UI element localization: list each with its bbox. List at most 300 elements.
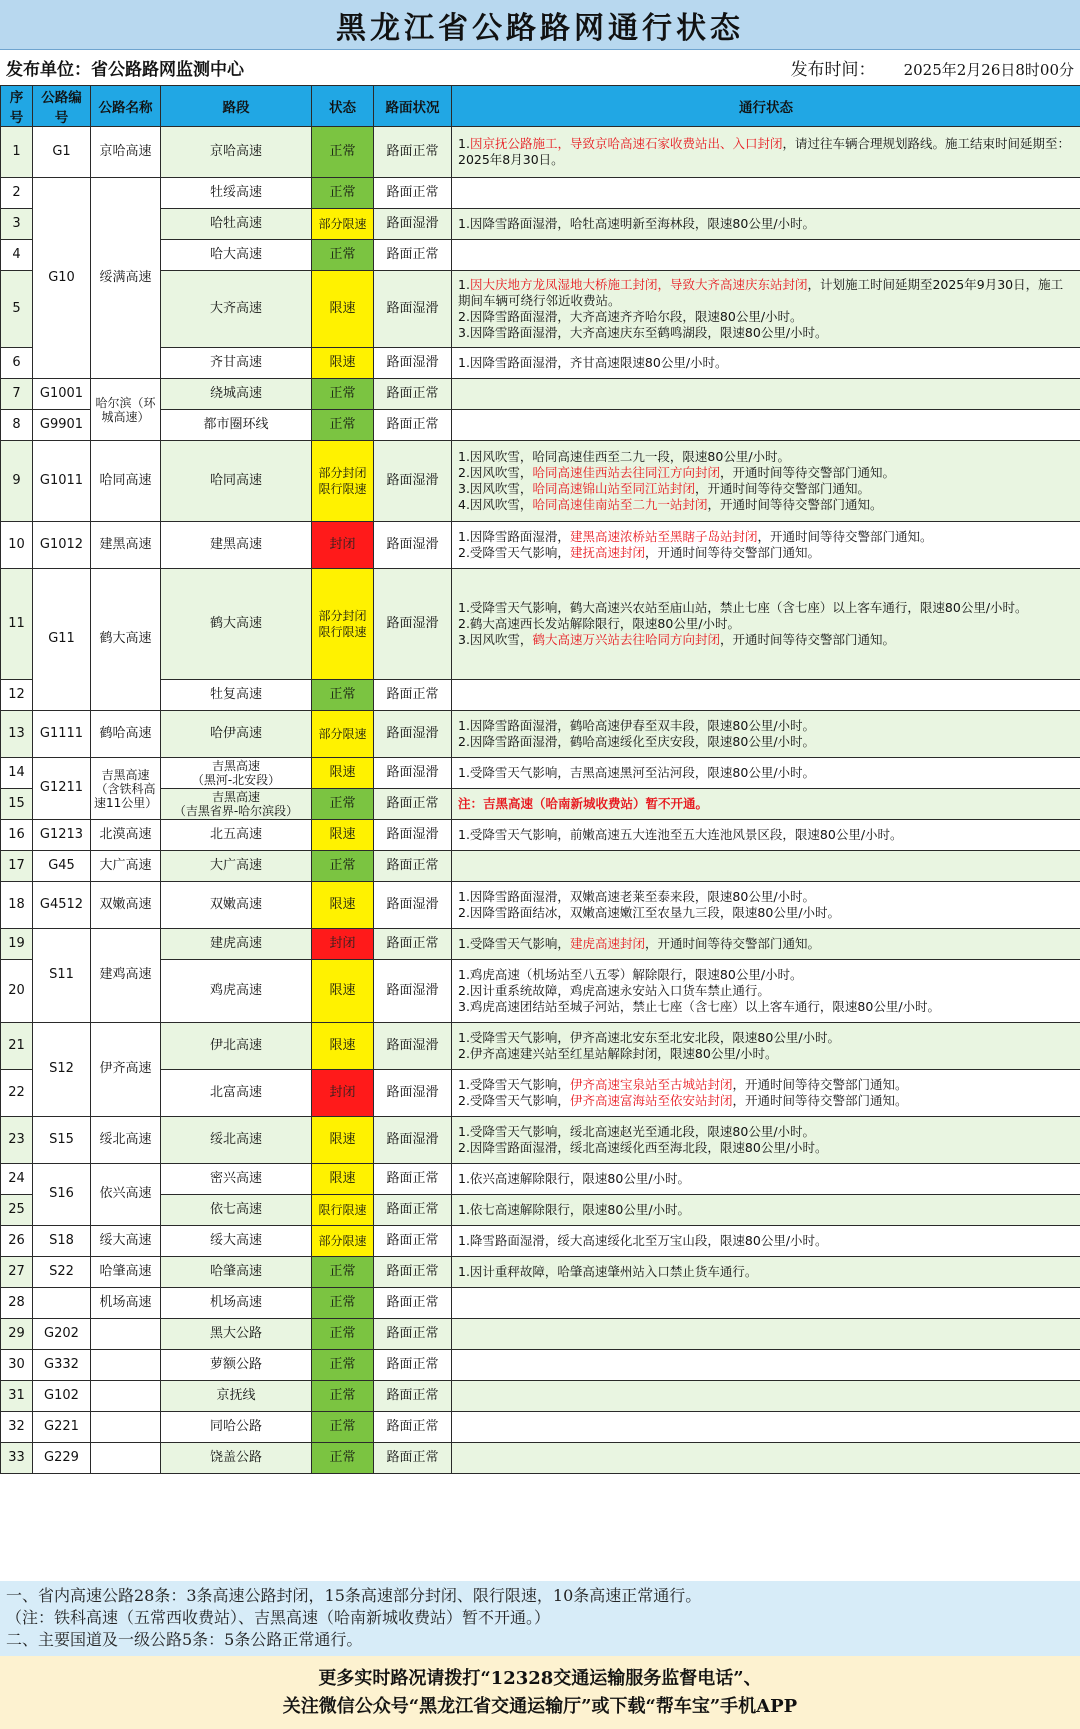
status-badge: 封闭	[312, 522, 374, 569]
road-segment: 哈大高速	[161, 240, 312, 271]
desc-text: 1.降雪路面湿滑，绥大高速绥化北至万宝山段，限速80公里/小时。	[458, 1233, 828, 1248]
road-condition: 路面正常	[374, 240, 452, 271]
road-name: 绥大高速	[91, 1226, 161, 1257]
road-segment: 齐甘高速	[161, 348, 312, 379]
row-seq: 19	[1, 929, 33, 960]
road-code: G11	[33, 569, 91, 711]
road-segment: 京抚线	[161, 1381, 312, 1412]
road-name: 鹤大高速	[91, 569, 161, 711]
highlight-text: 因京抚公路施工，导致京哈高速石家收费站出、入口封闭	[469, 136, 783, 151]
status-badge: 限速	[312, 1023, 374, 1070]
road-name	[91, 1443, 161, 1474]
road-code: S22	[33, 1257, 91, 1288]
road-condition: 路面湿滑	[374, 882, 452, 929]
road-condition: 路面正常	[374, 1226, 452, 1257]
row-seq: 3	[1, 209, 33, 240]
road-code: G229	[33, 1443, 91, 1474]
desc-text: ，开通时间等待交警部门通知。 4.因风吹雪，	[458, 481, 870, 512]
desc-text: 1.依兴高速解除限行，限速80公里/小时。	[458, 1171, 691, 1186]
status-badge: 正常	[312, 680, 374, 711]
publish-bar	[0, 50, 1080, 85]
desc-text: ，开通时间等待交警部门通知。 3.因风吹雪，	[458, 465, 895, 496]
road-segment: 哈肇高速	[161, 1257, 312, 1288]
table-row	[1, 1117, 1080, 1164]
table-row	[1, 851, 1080, 882]
road-name: 双嫩高速	[91, 882, 161, 929]
highlight-text: 伊齐高速宝泉站至古城站封闭	[569, 1077, 733, 1092]
road-code: G221	[33, 1412, 91, 1443]
road-code: S15	[33, 1117, 91, 1164]
road-condition: 路面正常	[374, 1381, 452, 1412]
desc-text: 1.因降雪路面湿滑，齐甘高速限速80公里/小时。	[458, 355, 728, 370]
table-row	[1, 1319, 1080, 1350]
status-badge: 限速	[312, 271, 374, 348]
road-code: G4512	[33, 882, 91, 929]
status-badge: 限速	[312, 758, 374, 789]
status-badge: 部分限速	[312, 209, 374, 240]
desc-text: 1.依七高速解除限行，限速80公里/小时。	[458, 1202, 691, 1217]
status-badge: 正常	[312, 1412, 374, 1443]
traffic-description	[452, 960, 1080, 1023]
desc-text: 1.受降雪天气影响，绥北高速赵光至通北段，限速80公里/小时。 2.因降雪路面湿滑，绥北高速绥化西至海北段，限速80公里/小时。	[458, 1124, 828, 1155]
road-segment: 黑大公路	[161, 1319, 312, 1350]
table-row	[1, 569, 1080, 680]
road-condition: 路面湿滑	[374, 1117, 452, 1164]
row-seq: 9	[1, 441, 33, 522]
traffic-description	[452, 348, 1080, 379]
road-condition: 路面正常	[374, 379, 452, 410]
road-condition: 路面正常	[374, 1288, 452, 1319]
road-name: 北漠高速	[91, 820, 161, 851]
table-row	[1, 1023, 1080, 1070]
footer-line: 关注微信公众号“黑龙江省交通运输厅”或下载“帮车宝”手机APP	[282, 1695, 798, 1717]
road-name: 机场高速	[91, 1288, 161, 1319]
row-seq: 5	[1, 271, 33, 348]
road-segment: 同哈公路	[161, 1412, 312, 1443]
status-badge: 正常	[312, 240, 374, 271]
road-condition: 路面湿滑	[374, 960, 452, 1023]
status-badge: 正常	[312, 410, 374, 441]
row-seq: 12	[1, 680, 33, 711]
traffic-description	[452, 522, 1080, 569]
table-row	[1, 680, 1080, 711]
desc-text: 1.	[458, 277, 470, 292]
status-badge: 限速	[312, 882, 374, 929]
road-name: 京哈高速	[91, 127, 161, 178]
road-name: 哈肇高速	[91, 1257, 161, 1288]
desc-text: 1.受降雪天气影响，吉黑高速黑河至沾河段，限速80公里/小时。	[458, 765, 816, 780]
status-badge: 正常	[312, 127, 374, 178]
road-condition: 路面正常	[374, 1257, 452, 1288]
road-code: G1012	[33, 522, 91, 569]
table-row	[1, 271, 1080, 348]
road-condition: 路面湿滑	[374, 441, 452, 522]
publish-time	[791, 55, 1074, 80]
traffic-description	[452, 820, 1080, 851]
status-badge: 封闭	[312, 1070, 374, 1117]
road-condition: 路面正常	[374, 1319, 452, 1350]
traffic-description	[452, 1443, 1080, 1474]
traffic-description	[452, 851, 1080, 882]
traffic-description	[452, 240, 1080, 271]
desc-text: 1.受降雪天气影响，	[458, 1077, 570, 1092]
road-condition: 路面湿滑	[374, 758, 452, 789]
summary-line: 二、主要国道及一级公路5条：5条公路正常通行。	[6, 1630, 363, 1649]
road-segment: 京哈高速	[161, 127, 312, 178]
road-code: G1	[33, 127, 91, 178]
road-condition: 路面湿滑	[374, 1070, 452, 1117]
road-code: G9901	[33, 410, 91, 441]
road-name	[91, 1412, 161, 1443]
road-name: 绥满高速	[91, 178, 161, 379]
highlight-text: 因大庆地方龙凤湿地大桥施工封闭，导致大齐高速庆东站封闭	[469, 277, 808, 292]
traffic-description	[452, 569, 1080, 680]
header-code: 公路编号	[33, 86, 91, 127]
road-segment: 哈同高速	[161, 441, 312, 522]
road-code: G1001	[33, 379, 91, 410]
road-segment: 建黑高速	[161, 522, 312, 569]
desc-text: 1.受降雪天气影响，伊齐高速北安东至北安北段，限速80公里/小时。 2.伊齐高速建兴站至红星站解除封闭，限速80公里/小时。	[458, 1030, 841, 1061]
traffic-description	[452, 1117, 1080, 1164]
table-row	[1, 410, 1080, 441]
road-name	[91, 1319, 161, 1350]
desc-text: 1.	[458, 136, 470, 151]
road-name	[91, 1381, 161, 1412]
table-row	[1, 240, 1080, 271]
desc-text: ，开通时间等待交警部门通知。	[644, 545, 820, 560]
road-name: 伊齐高速	[91, 1023, 161, 1117]
traffic-description	[452, 1164, 1080, 1195]
traffic-description	[452, 758, 1080, 789]
traffic-description	[452, 680, 1080, 711]
desc-text: 1.因降雪路面湿滑，鹤哈高速伊春至双丰段，限速80公里/小时。 2.因降雪路面湿滑，鹤哈高速绥化至庆安段，限速80公里/小时。	[458, 718, 816, 749]
summary-line: （注：铁科高速（五常西收费站）、吉黑高速（哈南新城收费站）暂不开通。）	[6, 1608, 551, 1627]
table-row	[1, 1070, 1080, 1117]
desc-text: 1.鸡虎高速（机场站至八五零）解除限行，限速80公里/小时。 2.因计重系统故障，鸡虎高速永安站入口货车禁止通行。 3.鸡虎高速团结站至城子河站，禁止七座（含七座）以上客车通行，限速80公里/小时。	[458, 967, 941, 1014]
table-row	[1, 1412, 1080, 1443]
road-segment: 鸡虎高速	[161, 960, 312, 1023]
traffic-description	[452, 711, 1080, 758]
table-row	[1, 820, 1080, 851]
summary-line: 一、省内高速公路28条：3条高速公路封闭，15条高速部分封闭、限行限速，10条高速正常通行。	[6, 1586, 702, 1605]
row-seq: 15	[1, 789, 33, 820]
row-seq: 1	[1, 127, 33, 178]
desc-text: 1.受降雪天气影响，鹤大高速兴农站至庙山站，禁止七座（含七座）以上客车通行，限速80公里/小时。 2.鹤大高速西长发站解除限行，限速80公里/小时。 3.因风吹雪，	[458, 600, 1028, 647]
road-condition: 路面正常	[374, 1164, 452, 1195]
table-row	[1, 960, 1080, 1023]
road-name: 绥北高速	[91, 1117, 161, 1164]
road-name: 建黑高速	[91, 522, 161, 569]
table-row	[1, 1381, 1080, 1412]
status-badge: 正常	[312, 1350, 374, 1381]
road-code: G1111	[33, 711, 91, 758]
desc-text: 1.因风吹雪，哈同高速佳西至二九一段，限速80公里/小时。 2.因风吹雪，	[458, 449, 791, 480]
road-code: G45	[33, 851, 91, 882]
status-badge: 封闭	[312, 929, 374, 960]
desc-text: 1.受降雪天气影响，	[458, 936, 570, 951]
highlight-text: 哈同高速佳西站去往同江方向封闭	[532, 465, 720, 480]
road-name: 鹤哈高速	[91, 711, 161, 758]
road-segment: 绥大高速	[161, 1226, 312, 1257]
desc-text: ，开通时间等待交警部门通知。	[719, 632, 895, 647]
road-condition: 路面正常	[374, 789, 452, 820]
highlight-text: 建虎高速封闭	[569, 936, 645, 951]
row-seq: 8	[1, 410, 33, 441]
row-seq: 23	[1, 1117, 33, 1164]
header-seq: 序号	[1, 86, 33, 127]
status-badge: 正常	[312, 1381, 374, 1412]
status-badge: 限速	[312, 820, 374, 851]
row-seq: 6	[1, 348, 33, 379]
road-code	[33, 1288, 91, 1319]
row-seq: 14	[1, 758, 33, 789]
road-segment: 萝额公路	[161, 1350, 312, 1381]
traffic-description	[452, 127, 1080, 178]
status-badge: 部分封闭 限行限速	[312, 441, 374, 522]
road-condition: 路面正常	[374, 1443, 452, 1474]
road-segment: 鹤大高速	[161, 569, 312, 680]
status-badge: 正常	[312, 1319, 374, 1350]
row-seq: 13	[1, 711, 33, 758]
road-segment: 饶盖公路	[161, 1443, 312, 1474]
traffic-description	[452, 379, 1080, 410]
publisher: 发布单位：省公路路网监测中心	[6, 60, 244, 80]
road-condition: 路面湿滑	[374, 271, 452, 348]
table-row	[1, 178, 1080, 209]
road-code: S18	[33, 1226, 91, 1257]
traffic-description	[452, 1319, 1080, 1350]
road-condition: 路面正常	[374, 680, 452, 711]
table-row	[1, 1226, 1080, 1257]
row-seq: 21	[1, 1023, 33, 1070]
road-segment: 大齐高速	[161, 271, 312, 348]
desc-text: ，开通时间等待交警部门通知。	[732, 1093, 908, 1108]
traffic-description	[452, 1350, 1080, 1381]
row-seq: 10	[1, 522, 33, 569]
table-row	[1, 348, 1080, 379]
road-name: 吉黑高速（含铁科高速11公里）	[91, 758, 161, 820]
status-badge: 部分限速	[312, 1226, 374, 1257]
road-segment: 绕城高速	[161, 379, 312, 410]
road-code: G1011	[33, 441, 91, 522]
row-seq: 27	[1, 1257, 33, 1288]
status-badge: 部分封闭 限行限速	[312, 569, 374, 680]
desc-text: ，开通时间等待交警部门通知。 2.受降雪天气影响，	[458, 529, 933, 560]
publish-time-value: 2025年2月26日8时00分	[903, 61, 1074, 79]
road-code: S12	[33, 1023, 91, 1117]
status-badge: 正常	[312, 379, 374, 410]
table-row	[1, 1288, 1080, 1319]
traffic-description	[452, 271, 1080, 348]
row-seq: 31	[1, 1381, 33, 1412]
publish-time-label: 发布时间：	[790, 60, 876, 80]
traffic-description	[452, 1288, 1080, 1319]
row-seq: 26	[1, 1226, 33, 1257]
traffic-description	[452, 1023, 1080, 1070]
table-row	[1, 1443, 1080, 1474]
desc-text: ，请过往车辆合理规划路线。施工结束时间延期至：2025年8月30日。	[458, 136, 1070, 167]
road-name	[91, 1350, 161, 1381]
row-seq: 28	[1, 1288, 33, 1319]
desc-text: 1.因降雪路面湿滑，双嫩高速老莱至泰来段，限速80公里/小时。 2.因降雪路面结冰，双嫩高速嫩江至农垦九三段，限速80公里/小时。	[458, 889, 841, 920]
table-row	[1, 522, 1080, 569]
traffic-description	[452, 882, 1080, 929]
road-condition: 路面湿滑	[374, 522, 452, 569]
row-seq: 18	[1, 882, 33, 929]
row-seq: 16	[1, 820, 33, 851]
header-status: 状态	[312, 86, 374, 127]
road-segment: 吉黑高速 （吉黑省界-哈尔滨段）	[161, 789, 312, 820]
status-badge: 限速	[312, 348, 374, 379]
traffic-description	[452, 1070, 1080, 1117]
road-condition: 路面正常	[374, 410, 452, 441]
road-name: 依兴高速	[91, 1164, 161, 1226]
highlight-text: 哈同高速佳南站至二九一站封闭	[532, 497, 708, 512]
table-row	[1, 1164, 1080, 1195]
row-seq: 2	[1, 178, 33, 209]
road-code: G1213	[33, 820, 91, 851]
table-row	[1, 789, 1080, 820]
highlight-text: 建黑高速浓桥站至黑瞎子岛站封闭	[569, 529, 758, 544]
row-seq: 7	[1, 379, 33, 410]
footer	[0, 1656, 1080, 1729]
row-seq: 20	[1, 960, 33, 1023]
road-code: G1211	[33, 758, 91, 820]
table-row	[1, 1195, 1080, 1226]
desc-text: ，计划施工时间延期至2025年9月30日，施工期间车辆可绕行邻近收费站。	[458, 277, 1064, 308]
road-condition: 路面湿滑	[374, 209, 452, 240]
desc-text: 1.因降雪路面湿滑，哈牡高速明新至海林段，限速80公里/小时。	[458, 216, 816, 231]
status-badge: 正常	[312, 1288, 374, 1319]
table-row	[1, 1257, 1080, 1288]
status-badge: 正常	[312, 851, 374, 882]
road-condition: 路面正常	[374, 851, 452, 882]
road-condition: 路面正常	[374, 1195, 452, 1226]
status-badge: 限速	[312, 960, 374, 1023]
road-code: G332	[33, 1350, 91, 1381]
desc-text: 1.因降雪路面湿滑，	[458, 529, 570, 544]
road-name: 哈同高速	[91, 441, 161, 522]
header-road: 路面状况	[374, 86, 452, 127]
road-condition: 路面正常	[374, 1350, 452, 1381]
desc-text: 2.因降雪路面湿滑，大齐高速齐齐哈尔段，限速80公里/小时。 3.因降雪路面湿滑，大齐高速庆东至鹤鸣湖段，限速80公里/小时。	[458, 309, 828, 340]
road-code: G10	[33, 178, 91, 379]
table-row	[1, 758, 1080, 789]
highlight-text: 伊齐高速富海站至依安站封闭	[569, 1093, 733, 1108]
road-segment: 绥北高速	[161, 1117, 312, 1164]
desc-text: 1.受降雪天气影响，前嫩高速五大连池至五大连池风景区段，限速80公里/小时。	[458, 827, 903, 842]
traffic-description	[452, 1226, 1080, 1257]
road-name: 哈尔滨（环城高速）	[91, 379, 161, 441]
table-row	[1, 209, 1080, 240]
traffic-description	[452, 1257, 1080, 1288]
traffic-description	[452, 1412, 1080, 1443]
row-seq: 25	[1, 1195, 33, 1226]
road-segment: 建虎高速	[161, 929, 312, 960]
traffic-description	[452, 441, 1080, 522]
status-badge: 正常	[312, 1443, 374, 1474]
desc-text: ，开通时间等待交警部门通知。	[707, 497, 883, 512]
desc-text: ，开通时间等待交警部门通知。	[644, 936, 820, 951]
traffic-description	[452, 789, 1080, 820]
road-code: S11	[33, 929, 91, 1023]
road-code: S16	[33, 1164, 91, 1226]
table-header-row	[1, 86, 1080, 127]
status-badge: 限行限速	[312, 1195, 374, 1226]
table-row	[1, 882, 1080, 929]
row-seq: 33	[1, 1443, 33, 1474]
road-condition: 路面湿滑	[374, 569, 452, 680]
road-condition: 路面湿滑	[374, 711, 452, 758]
road-segment: 牡复高速	[161, 680, 312, 711]
traffic-description	[452, 410, 1080, 441]
road-name: 建鸡高速	[91, 929, 161, 1023]
table-row	[1, 1350, 1080, 1381]
road-condition: 路面湿滑	[374, 348, 452, 379]
road-code: G202	[33, 1319, 91, 1350]
traffic-description	[452, 1381, 1080, 1412]
status-badge: 限速	[312, 1117, 374, 1164]
status-badge: 部分限速	[312, 711, 374, 758]
highlight-text: 注：吉黑高速（哈南新城收费站）暂不开通。	[458, 796, 709, 811]
status-badge: 限速	[312, 1164, 374, 1195]
table-row	[1, 929, 1080, 960]
status-badge: 正常	[312, 178, 374, 209]
highlight-text: 建抚高速封闭	[569, 545, 645, 560]
road-condition: 路面正常	[374, 929, 452, 960]
road-segment: 北五高速	[161, 820, 312, 851]
row-seq: 32	[1, 1412, 33, 1443]
header-name: 公路名称	[91, 86, 161, 127]
traffic-description	[452, 929, 1080, 960]
table-row	[1, 711, 1080, 758]
road-name: 大广高速	[91, 851, 161, 882]
status-table	[0, 85, 1080, 1474]
road-segment: 伊北高速	[161, 1023, 312, 1070]
table-row	[1, 127, 1080, 178]
traffic-description	[452, 209, 1080, 240]
header-segment: 路段	[161, 86, 312, 127]
traffic-description	[452, 1195, 1080, 1226]
header-desc: 通行状态	[452, 86, 1080, 127]
desc-text: 1.因计重秤故障，哈肇高速肇州站入口禁止货车通行。	[458, 1264, 758, 1279]
road-segment: 依七高速	[161, 1195, 312, 1226]
highlight-text: 哈同高速锦山站至同江站封闭	[532, 481, 695, 496]
road-code: G102	[33, 1381, 91, 1412]
road-segment: 哈伊高速	[161, 711, 312, 758]
road-segment: 吉黑高速 （黑河-北安段）	[161, 758, 312, 789]
row-seq: 29	[1, 1319, 33, 1350]
road-segment: 机场高速	[161, 1288, 312, 1319]
traffic-description	[452, 178, 1080, 209]
desc-text: ，开通时间等待交警部门通知。 2.受降雪天气影响，	[458, 1077, 908, 1108]
road-segment: 双嫩高速	[161, 882, 312, 929]
road-segment: 都市圈环线	[161, 410, 312, 441]
road-segment: 密兴高速	[161, 1164, 312, 1195]
status-badge: 正常	[312, 789, 374, 820]
row-seq: 30	[1, 1350, 33, 1381]
road-segment: 大广高速	[161, 851, 312, 882]
row-seq: 4	[1, 240, 33, 271]
row-seq: 17	[1, 851, 33, 882]
table-row	[1, 379, 1080, 410]
road-condition: 路面正常	[374, 127, 452, 178]
row-seq: 11	[1, 569, 33, 680]
page-title: 黑龙江省公路路网通行状态	[0, 0, 1080, 50]
road-condition: 路面湿滑	[374, 820, 452, 851]
road-condition: 路面正常	[374, 1412, 452, 1443]
table-row	[1, 441, 1080, 522]
